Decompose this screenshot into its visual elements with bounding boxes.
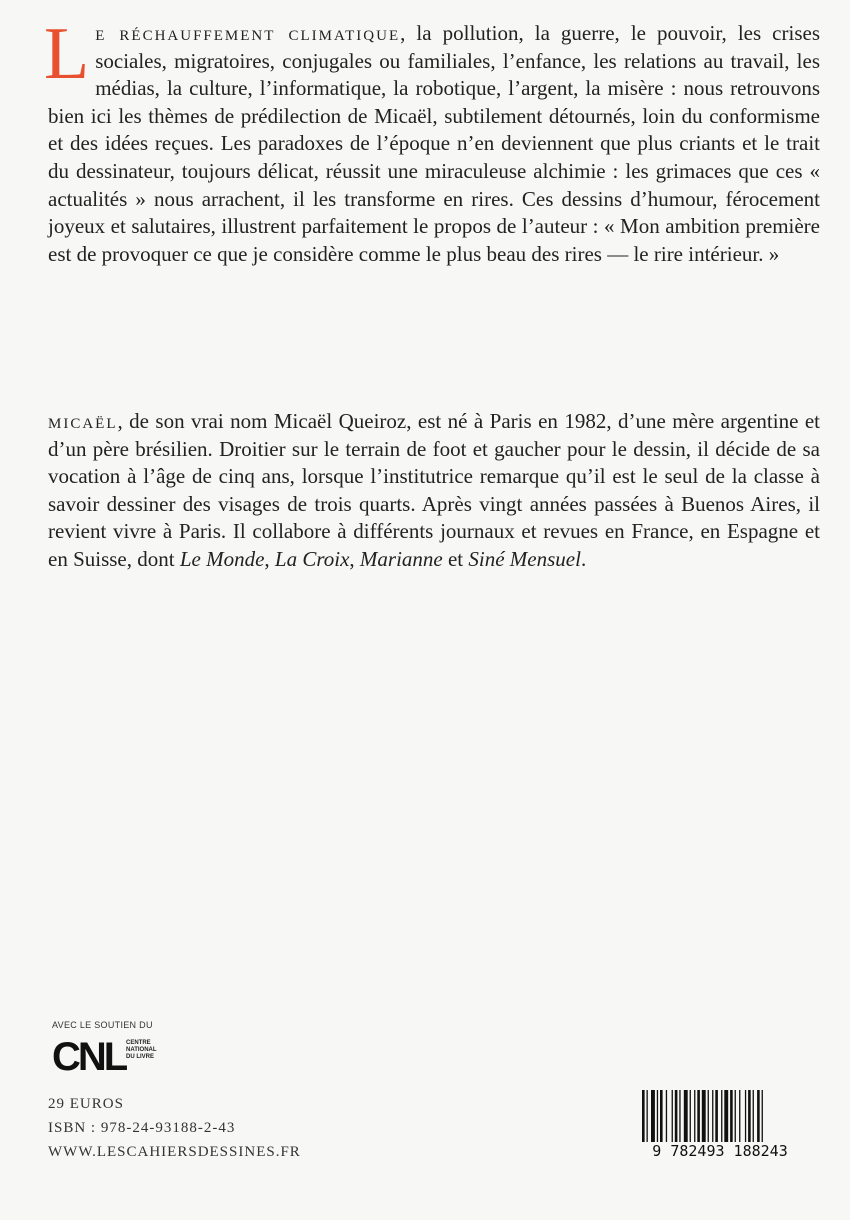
cnl-sub-line: CENTRE xyxy=(126,1040,151,1046)
lead-smallcaps: e réchauffement climatique xyxy=(95,21,401,45)
barcode-bar xyxy=(694,1090,695,1142)
barcode-bar xyxy=(697,1090,700,1142)
separator: et xyxy=(442,546,469,571)
cnl-sub-line: DU LIVRE xyxy=(126,1054,155,1060)
separator: , xyxy=(264,546,275,571)
separator: , xyxy=(349,546,360,571)
barcode-bar xyxy=(679,1090,680,1142)
cnl-subtitle xyxy=(126,1040,157,1061)
barcode-bar xyxy=(753,1090,754,1142)
website: WWW.LESCAHIERSDESSINES.FR xyxy=(48,1144,301,1160)
barcode-bar xyxy=(675,1090,678,1142)
publication-marianne: Marianne xyxy=(359,546,443,571)
barcode-bar xyxy=(745,1090,746,1142)
barcode-bar xyxy=(739,1090,740,1142)
barcode-bar xyxy=(651,1090,655,1142)
cnl-letters: CNL xyxy=(52,1035,126,1079)
barcode-bars xyxy=(642,1090,763,1142)
barcode-bar xyxy=(666,1090,667,1142)
barcode-bar xyxy=(657,1090,658,1142)
barcode-bar xyxy=(724,1090,728,1142)
support-label: AVEC LE SOUTIEN DU xyxy=(52,1020,153,1030)
barcode-bar xyxy=(702,1090,706,1142)
cnl-sub-line: NATIONAL xyxy=(126,1047,157,1053)
barcode-bar xyxy=(757,1090,760,1142)
barcode-bar xyxy=(647,1090,648,1142)
publication-sine-mensuel: Siné Mensuel xyxy=(468,546,581,571)
barcode-bar xyxy=(672,1090,673,1142)
publication-la-croix: La Croix xyxy=(274,546,350,571)
barcode-bar xyxy=(748,1090,751,1142)
barcode-bar xyxy=(715,1090,718,1142)
paragraph-body: , la pollution, la guerre, le pouvoir, les crises sociales, migratoires, conjugales ou familiales, l’enfance, les relations au travail, les médias, la culture, l’informatique, la robotique, l’argent, la misère : nous retrouvons bien ici les thèmes de prédilection de Micaël, subtilement détournés, loin du conformisme et des idées reçues. Les paradoxes de l’époque n’en deviennent que plus criants et le trait du dessinateur, toujours délicat, réussit une miraculeuse alchimie : les grimaces que ces « actualités » nous arrachent, il les transforme en rires. Ces dessins d’humour, férocement joyeux et salutaires, illustrent parfaitement le propos de l’auteur : « Mon ambition première est de provoquer ce que je considère comme le plus beau des rires — le rire intérieur. » xyxy=(48,21,820,266)
barcode-bar xyxy=(660,1090,663,1142)
cnl-logo xyxy=(52,1036,162,1078)
barcode-bar xyxy=(684,1090,688,1142)
barcode-digits: 9 782493 188243 xyxy=(652,1142,788,1158)
barcode xyxy=(630,1088,810,1158)
drop-cap: L xyxy=(44,13,90,95)
period: . xyxy=(580,546,587,571)
barcode-bar xyxy=(708,1090,709,1142)
barcode-bar xyxy=(721,1090,722,1142)
bio-body: , de son vrai nom Micaël Queiroz, est né à Paris en 1982, d’une mère argentine et d’un père brésilien. Droitier sur le terrain de foot et gaucher pour le dessin, il décide de sa vocation à l’âge de cinq ans, lorsque l’institutrice remarque qu’il est le seul de la classe à savoir dessiner des visages de trois quarts. Après vingt années passées à Buenos Aires, il revient vivre à Paris. Il collabore à différents journaux et revues en France, en Espagne et en Suisse, dont xyxy=(48,409,820,571)
barcode-bar xyxy=(735,1090,736,1142)
barcode-bar xyxy=(642,1090,645,1142)
description-paragraph xyxy=(44,13,820,268)
publication-le-monde: Le Monde xyxy=(179,546,265,571)
barcode-bar xyxy=(712,1090,713,1142)
barcode-bar xyxy=(730,1090,733,1142)
barcode-bar xyxy=(690,1090,691,1142)
author-name: micaël xyxy=(48,409,118,433)
isbn: ISBN : 978-24-93188-2-43 xyxy=(48,1120,236,1136)
price: 29 EUROS xyxy=(48,1096,124,1112)
author-bio-paragraph xyxy=(48,408,820,574)
barcode-bar xyxy=(762,1090,763,1142)
